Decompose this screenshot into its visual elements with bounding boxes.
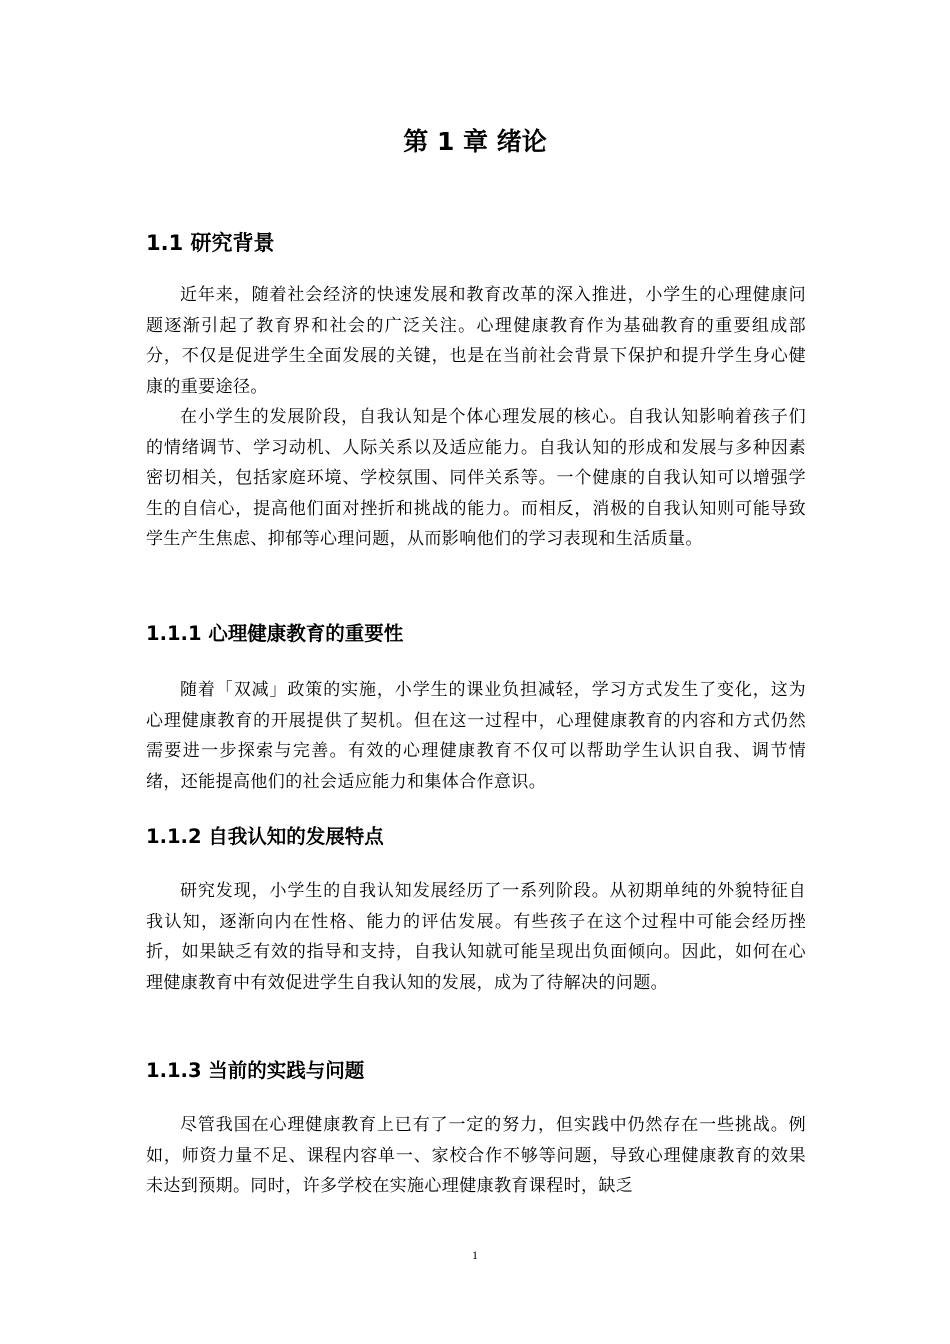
- paragraph: 随着「双减」政策的实施，小学生的课业负担减轻，学习方式发生了变化，这为心理健康教育的开展提供了契机。但在这一过程中，心理健康教育的内容和方式仍然需要进一步探索与完善。有效的心理健康教育不仅可以帮助学生认识自我、调节情绪，还能提高他们的社会适应能力和集体合作意识。: [146, 680, 806, 792]
- chapter-title: 第 1 章 绪论: [403, 127, 547, 156]
- section-body-1-1-3: [146, 1110, 806, 1202]
- section-heading-1-1: 1.1 研究背景: [146, 231, 275, 255]
- section-heading-1-1-3: 1.1.3 当前的实践与问题: [146, 1059, 365, 1082]
- section-body-1-1-2: [146, 876, 806, 998]
- page-number: 1: [472, 1248, 478, 1262]
- paragraph: 研究发现，小学生的自我认知发展经历了一系列阶段。从初期单纯的外貌特征自我认知，逐渐向内在性格、能力的评估发展。有些孩子在这个过程中可能会经历挫折，如果缺乏有效的指导和支持，自我认知就可能呈现出负面倾向。因此，如何在心理健康教育中有效促进学生自我认知的发展，成为了待解决的问题。: [146, 881, 806, 993]
- section-body-1-1-1: [146, 675, 806, 797]
- section-heading-1-1-1: 1.1.1 心理健康教育的重要性: [146, 622, 404, 645]
- paragraph: 尽管我国在心理健康教育上已有了一定的努力，但实践中仍然存在一些挑战。例如，师资力量不足、课程内容单一、家校合作不够等问题，导致心理健康教育的效果未达到预期。同时，许多学校在实施心理健康教育课程时，缺乏: [146, 1115, 806, 1196]
- paragraph: 近年来，随着社会经济的快速发展和教育改革的深入推进，小学生的心理健康问题逐渐引起了教育界和社会的广泛关注。心理健康教育作为基础教育的重要组成部分，不仅是促进学生全面发展的关键，也是在当前社会背景下保护和提升学生身心健康的重要途径。: [146, 285, 806, 397]
- section-body-1-1: [146, 280, 806, 555]
- paragraph: 在小学生的发展阶段，自我认知是个体心理发展的核心。自我认知影响着孩子们的情绪调节、学习动机、人际关系以及适应能力。自我认知的形成和发展与多种因素密切相关，包括家庭环境、学校氛围、同伴关系等。一个健康的自我认知可以增强学生的自信心，提高他们面对挫折和挑战的能力。而相反，消极的自我认知则可能导致学生产生焦虑、抑郁等心理问题，从而影响他们的学习表现和生活质量。: [146, 407, 806, 549]
- section-heading-1-1-2: 1.1.2 自我认知的发展特点: [146, 825, 384, 848]
